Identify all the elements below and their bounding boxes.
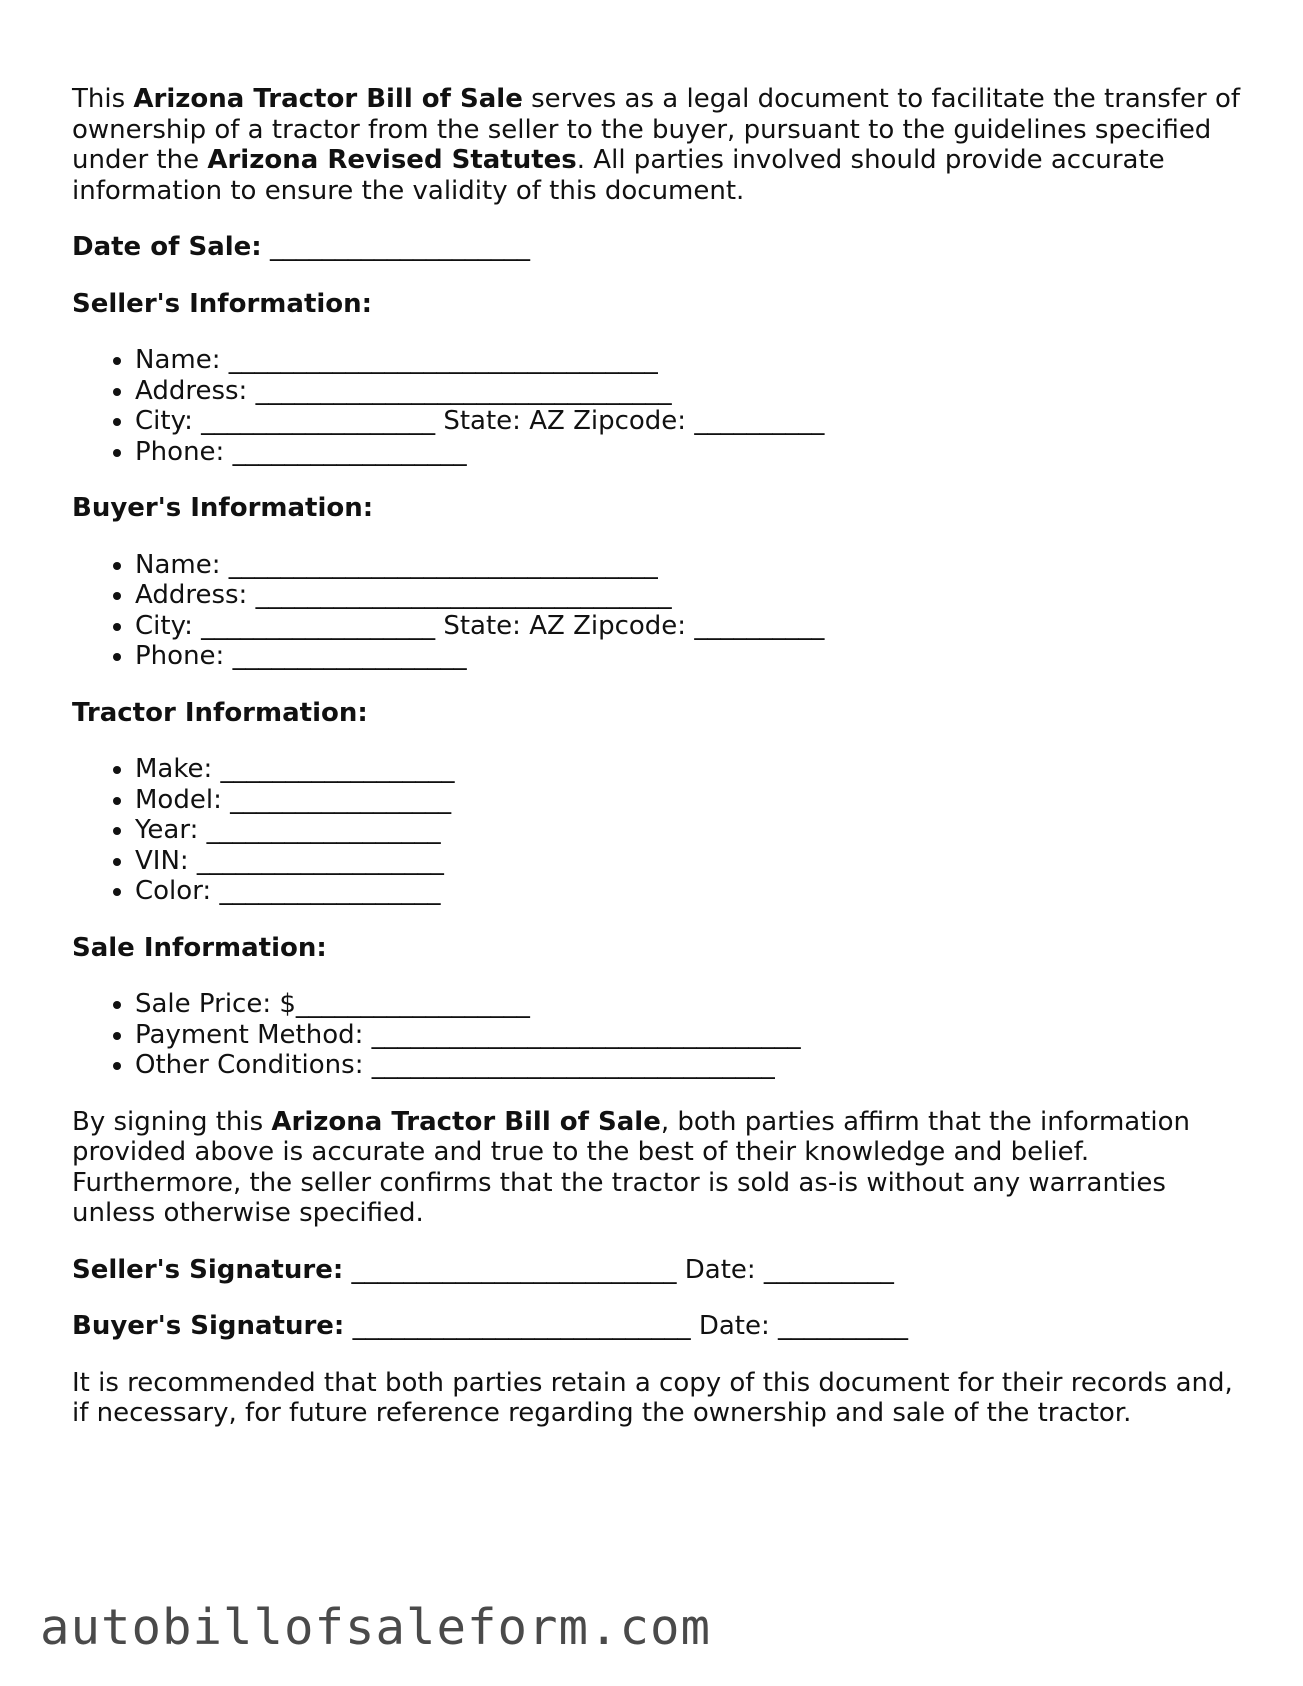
tractor-year-field[interactable]: • Year: __________________	[135, 815, 1242, 846]
affirm-text: By signing this	[72, 1106, 272, 1137]
buyer-phone-field[interactable]: • Phone: __________________	[135, 641, 1242, 672]
intro-text: This	[72, 84, 134, 114]
affirm-bold-title: Arizona Tractor Bill of Sale	[271, 1106, 661, 1137]
date-of-sale-field[interactable]: ____________________	[261, 232, 530, 262]
sale-info-list	[72, 989, 1242, 1081]
site-watermark: autobillofsaleform.com	[40, 1599, 712, 1656]
tractor-color-field[interactable]: • Color: _________________	[135, 876, 1242, 907]
affirm-text: , both parties affirm that the information provided above is accurate and true to the best of their knowledge and belief. Furthermore, the seller confirms that the tractor is sold as-is without any warranties unless otherwise specified.	[72, 1106, 1191, 1228]
buyer-signature-field[interactable]: __________________________ Date: __________	[344, 1311, 909, 1341]
tractor-model-field[interactable]: • Model: _________________	[135, 785, 1242, 816]
intro-paragraph	[72, 84, 1242, 206]
buyer-info-list	[72, 550, 1242, 672]
intro-text: serves as a legal document to facilitate the transfer of ownership of a tractor from the seller to the buyer, pursuant to the guidelines specified under the	[72, 84, 1241, 175]
seller-name-field[interactable]: • Name: _________________________________	[135, 345, 1242, 376]
buyer-signature-label: Buyer's Signature:	[72, 1311, 345, 1341]
seller-signature-label: Seller's Signature:	[72, 1254, 344, 1285]
seller-city-state-zip-field[interactable]: • City: __________________ State: AZ Zipcode: __________	[135, 406, 1242, 437]
tractor-info-heading: Tractor Information:	[72, 697, 368, 728]
date-of-sale-label: Date of Sale:	[72, 232, 262, 262]
seller-signature-line	[72, 1255, 1242, 1286]
seller-info-heading: Seller's Information:	[72, 288, 373, 319]
tractor-info-list	[72, 754, 1242, 907]
intro-bold-title: Arizona Tractor Bill of Sale	[133, 84, 523, 114]
seller-info-list	[72, 345, 1242, 467]
seller-phone-field[interactable]: • Phone: __________________	[135, 437, 1242, 468]
seller-address-field[interactable]: • Address: ________________________________	[135, 376, 1242, 407]
affirmation-paragraph	[72, 1107, 1242, 1229]
other-conditions-field[interactable]: • Other Conditions: _______________________________	[135, 1050, 1242, 1081]
document-body	[72, 84, 1242, 1455]
tractor-make-field[interactable]: • Make: __________________	[135, 754, 1242, 785]
buyer-info-heading: Buyer's Information:	[72, 493, 374, 523]
sale-price-field[interactable]: • Sale Price: $__________________	[135, 989, 1242, 1020]
seller-signature-field[interactable]: _________________________ Date: __________	[343, 1254, 894, 1285]
closing-paragraph: It is recommended that both parties retain a copy of this document for their records and, if necessary, for future reference regarding the ownership and sale of the tractor.	[72, 1367, 1233, 1428]
buyer-name-field[interactable]: • Name: _________________________________	[135, 550, 1242, 581]
buyer-signature-line	[72, 1311, 1242, 1342]
intro-bold-statutes: Arizona Revised Statutes	[207, 145, 577, 175]
payment-method-field[interactable]: • Payment Method: _________________________________	[135, 1020, 1242, 1051]
buyer-city-state-zip-field[interactable]: • City: __________________ State: AZ Zipcode: __________	[135, 611, 1242, 642]
intro-text: . All parties involved should provide accurate information to ensure the validity of this document.	[72, 145, 1165, 206]
date-of-sale-line	[72, 232, 1242, 263]
sale-info-heading: Sale Information:	[72, 932, 327, 963]
buyer-address-field[interactable]: • Address: ________________________________	[135, 580, 1242, 611]
tractor-vin-field[interactable]: • VIN: ___________________	[135, 846, 1242, 877]
